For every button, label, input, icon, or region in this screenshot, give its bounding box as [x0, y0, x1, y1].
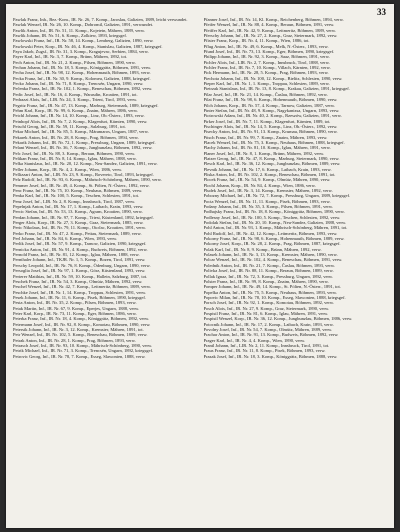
casualty-entry: Podlesny Josef, Inf., IR. Nr. 100, 5. Komp., Teschen, Schlesien, 1892, verw.: [203, 214, 341, 220]
casualty-entry: Popovic Milan, Inf., IR. Nr. 78, 10. Komp., Esseg, Slawonien, 1888, kriegsgef.: [203, 294, 346, 300]
casualty-entry: Polak Karl, Inf., IR. Nr. 8, 9. Komp., Brünn, Mähren, 1892, verw.: [203, 246, 322, 252]
casualty-entry: Pospisil Franz, Inf., IR. Nr. 81, 6. Komp., Iglau, Mähren, 1891, verw.: [203, 310, 329, 316]
casualty-entry: Petersik Johann, Inf., IR. Nr. 3, 12. Komp., Kremsier, Mähren, 1891, tot.: [13, 326, 144, 332]
casualty-entry: Peinhopf Alois, Inf., IR. Nr. 7, 2. Komp., Klagenfurt, Kärnten, 1890, verw.: [13, 118, 148, 124]
casualty-entry: Pecka Franz, Inf., IR. Nr. 30, 9. Komp., Kolomea, Galizien, 1888, kriegsgef.: [13, 75, 151, 81]
casualty-entry: Platzer Georg, Inf., IR. Nr. 47, 8. Komp., Marburg, Steiermark, 1890, verw.: [203, 155, 340, 161]
casualty-entry: Pohl Anton, Inf., IR. Nr. 93, 1. Komp., Mährisch-Schönberg, Mähren, 1891, tot.: [203, 225, 348, 231]
casualty-entry: Pospisil Wenzel, Korp., IR. Nr. 36, 12. Komp., Jungbunzlau, Böhmen, 1886, verw.: [203, 316, 353, 322]
column-left: [13, 17, 197, 523]
casualty-entry: Pehm Karl, Korp., IR. Nr. 99, 6. Komp., Znaim, Mähren, 1886, verw.: [13, 107, 138, 113]
casualty-entry: Pliska Anton, Inf., IR. Nr. 102, 2. Komp., Beneschau, Böhmen, 1891, tot.: [203, 171, 336, 177]
casualty-entry: Posch Alois, Inf., IR. Nr. 27, 9. Komp., Graz, Steiermark, 1890, verw.: [203, 305, 330, 311]
casualty-entry: Pelant Wenzel, Inf., IR. Nr. 36, 7. Komp., Jungbunzlau, Böhmen, 1892, verw.: [13, 145, 153, 151]
casualty-entry: Pfeifer Wenzel, Inf., IR. Nr. 88, 4. Komp., Beraun, Böhmen, 1891, verw.: [203, 22, 335, 28]
casualty-entry: Peschke Josef, Inf., IR. Nr. 1, 14. Komp., Troppau, Schlesien, 1891, verw.: [13, 289, 147, 295]
casualty-entry: Pegritz Franz, Inf., IR. Nr. 47, 13. Komp., Marburg, Steiermark, 1889, kriegsgef.: [13, 102, 159, 108]
casualty-entry: Perl Johann, Inf., IR. Nr. 84, 6. Komp., Wien, 1893, verw.: [13, 236, 118, 242]
casualty-entry: Prazak Josef, Inf., IR. Nr. 18, 3. Komp., Königgrätz, Böhmen, 1888, verw.: [203, 353, 338, 359]
casualty-entry: Pocta Wenzel, Inf., IR. Nr. 11, 11. Komp., Pisek, Böhmen, 1893, verw.: [203, 198, 331, 204]
casualty-entry: Pecko Johann, Inf., IR. Nr. 71, 8. Komp., Trencsén, Ungarn, 1890, verw.: [13, 81, 144, 87]
casualty-entry: Pobozny Michael, Inf., IR. Nr. 72, 7. Komp., Pressburg, Ungarn, 1889, kriegsgef.: [203, 193, 351, 199]
casualty-entry: Placek Wenzel, Inf., IR. Nr. 75, 3. Komp., Neuhaus, Böhmen, 1888, kriegsgef.: [203, 139, 345, 145]
casualty-entry: Peller Johann, Korp., IR. Nr. 4, 2. Komp., Wien, 1886, verw.: [13, 166, 123, 172]
casualty-entry: Pelikan Franz, Inf., IR. Nr. 8, 14. Komp., Iglau, Mähren, 1888, verw.: [13, 155, 137, 161]
casualty-entry: Pitsch Franz, Inf., IR. Nr. 99, 7. Komp., Znaim, Mähren, 1893, verw.: [203, 134, 328, 140]
casualty-entry: Pieper Karl, Inf., IR. Nr. 1, 1. Komp., Troppau, Schlesien, 1889, verw.: [203, 81, 330, 87]
casualty-entry: Petrik Michael, Inf., IR. Nr. 71, 3. Komp., Trencsén, Ungarn, 1892, kriegsgef.: [13, 348, 154, 354]
casualty-entry: Pichler Franz, Inf., IR. Nr. 7, 10. Komp., Villach, Kärnten, 1892, verw.: [203, 65, 331, 71]
casualty-entry: Perdan Johann, Inf., IR. Nr. 97, 7. Komp., Triest, Küstenland, 1892, kriegsgef.: [13, 214, 154, 220]
casualty-entry: Pfister Franz, Korp., IR. Nr. 4, 11. Komp., Wien, 1886, tot.: [203, 38, 310, 44]
casualty-entry: Petrovic Georg, Inf., IR. Nr. 78, 7. Komp., Esseg, Slawonien, 1888, verw.: [13, 353, 146, 359]
casualty-entry: Plocek Franz, Inf., IR. Nr. 54, 9. Komp., Olmütz, Mähren, 1890, verw.: [203, 177, 331, 183]
casualty-entry: Penka Karl, Inf., IR. Nr. 100, 5. Komp., Teschen, Schlesien, 1891, tot.: [13, 193, 139, 199]
casualty-entry: Pesek Johann, Inf., IR. Nr. 11, 6. Komp., Pisek, Böhmen, 1890, kriegsgef.: [13, 294, 146, 300]
casualty-entry: Pellizzari Anton, Inf., LIR. Nr. 23, 9. Komp., Rovereto, Tirol, 1893, kriegsgef.: [13, 171, 154, 177]
casualty-entry: Pelka Stanislaus, Inf., IR. Nr. 20, 12. Komp., Neu-Sandez, Galizien, 1891, verw.: [13, 161, 158, 167]
casualty-entry: Perterer Matthias, Inf., IR. Nr. 59, 10. Komp., Hallein, Salzburg, 1887, tot.: [13, 273, 148, 279]
casualty-entry: Pechan Johann, Inf., IR. Nr. 18, 5. Komp., Königgrätz, Böhmen, 1891, verw.: [13, 65, 152, 71]
casualty-entry: Pischinger Alois, Inf., IR. Nr. 14, 5. Komp., Linz, Ob.-Österr., 1892, verw.: [203, 123, 338, 129]
casualty-entry: Pernold Franz, Inf., IR. Nr. 81, 12. Komp., Iglau, Mähren, 1888, verw.: [13, 252, 140, 258]
casualty-entry: Pawlak Wenzel, IR. Nr. 26, 10. Komp., Dobromil, Galizien, 1891, verwundet.: [13, 22, 154, 28]
casualty-entry: Pernicka Anton, Inf., IR. Nr. 91, 4. Komp., Budweis, Böhmen, 1892, verw.: [13, 246, 148, 252]
casualty-entry: Pawlik Anton, Inf., IR. Nr. 51, 11. Komp., Kojetein, Mähren, 1889, verw.: [13, 27, 145, 33]
casualty-entry: Pirker Josef, Inf., IR. Nr. 7, 11. Komp., Klagenfurt, Kärnten, 1889, tot.: [203, 118, 331, 124]
casualty-entry: Peschel Wenzel, Inf., IR. Nr. 42, 7. Komp., Leitmeritz, Böhmen, 1889, verw.: [13, 284, 151, 290]
columns: [13, 17, 387, 523]
casualty-entry: Polivka Josef, Inf., IR. Nr. 88, 11. Komp., Beraun, Böhmen, 1889, verw.: [203, 268, 334, 274]
casualty-entry: Pepelnjak Anton, Inf., IR. Nr. 17, 1. Komp., Laibach, Krain, 1893, verw.: [13, 204, 144, 210]
casualty-entry: Podolak Stefan, Inf., IR. Nr. 20, 10. Komp., Neu-Sandez, Galizien, 1888, verw.: [203, 220, 347, 226]
casualty-entry: Povolny Josef, Inf., IR. Nr. 54, 7. Komp., Olmütz, Mähren, 1889, verw.: [203, 326, 333, 332]
casualty-entry: Peter Karl, Korp., IR. Nr. 73, 11. Komp., Eger, Böhmen, 1886, verw.: [13, 310, 137, 316]
casualty-entry: Pernthaler Johann, Inf., TKJR. Nr. 1, 5. Komp., Bozen, Tirol, 1891, verw.: [13, 257, 146, 263]
casualty-entry: Pelz Rudolf, Inf., IR. Nr. 93, 6. Komp., Mährisch-Schönberg, Mähren, 1890, verw.: [13, 177, 162, 183]
casualty-entry: Prager Karl, Inf., IR. Nr. 4, 4. Komp., Wien, 1890, verw.: [203, 337, 306, 343]
casualty-entry: Pisecky Anton, Inf., IR. Nr. 91, 13. Komp., Krumau, Böhmen, 1890, verw.: [203, 129, 338, 135]
casualty-entry: Pekar Michael, Inf., IR. Nr. 85, 5. Komp., Máramaros, Ungarn, 1887, verw.: [13, 129, 149, 135]
casualty-entry: Peterka Franz, Inf., IR. Nr. 18, 4. Komp., Königgrätz, Böhmen, 1892, verw.: [13, 316, 150, 322]
casualty-entry: Plachy Johann, Inf., IR. Nr. 81, 10. Komp., Iglau, Mähren, 1891, verw.: [203, 145, 331, 151]
casualty-entry: Pokorny Franz, Inf., IR. Nr. 98, 6. Komp., Hohenmauth, Böhmen, 1889, verw.: [203, 236, 345, 242]
casualty-entry: Praus Franz, Inf., IR. Nr. 11, 8. Komp., Pisek, Böhmen, 1893, verw.: [203, 348, 326, 354]
casualty-entry: Petermann Josef, Inf., IR. Nr. 92, 8. Komp., Komotau, Böhmen, 1890, verw.: [13, 321, 151, 327]
casualty-entry: Peichl Johann, Inf., IR. Nr. 14, 10. Komp., Linz, Ob.-Österr., 1893, verw.: [13, 113, 145, 119]
casualty-entry: Pawlak Franz, Inh., Bez.-Kom., IR. Nr. 26, 7. Komp., Jaroslau, Galizien, 1889, leicht verwundet.: [13, 17, 188, 22]
casualty-entry: Petrasch Josef, Inf., IR. Nr. 93, 10. Komp., Mährisch-Schönberg, 1890, verw.: [13, 342, 153, 348]
casualty-entry: Penc Franz, Inf., IR. Nr. 75, 10. Komp., Neuhaus, Böhmen, 1889, verw.: [13, 188, 143, 193]
casualty-entry: Perlik Josef, Inf., IR. Nr. 57, 9. Komp., Tarnow, Galizien, 1890, kriegsgef.: [13, 241, 147, 247]
casualty-entry: Peischl Georg, Inf., IR. Nr. 59, 11. Komp., Salzburg, 1891, tot.: [13, 123, 126, 129]
casualty-entry: Pinter Stefan, Inf., IR. Nr. 48, 9. Komp., Nagykanizsa, Ungarn, 1893, verw.: [203, 107, 340, 113]
casualty-entry: Porsch Josef, Inf., IR. Nr. 92, 1. Komp., Komotau, Böhmen, 1892, verw.: [203, 300, 334, 306]
casualty-entry: Percic Stefan, Inf., IR. Nr. 53, 13. Komp., Agram, Kroatien, 1890, verw.: [13, 209, 143, 215]
casualty-entry: Petrak Anton, Inf., IR. Nr. 28, 1. Komp., Prag, Böhmen, 1893, verw.: [13, 337, 136, 343]
casualty-entry: Prachar Anton, Inf., IR. Nr. 91, 13. Komp., Budweis, Böhmen, 1892, verw.: [203, 332, 339, 338]
casualty-entry: Perschy Leopold, Inf., IR. Nr. 76, 8. Komp., Ödenburg, Ungarn, 1890, verw.: [13, 262, 151, 268]
casualty-entry: Pawlowski Franz, Inf., IR. Nr. 58, 14. Komp., Lemberg, Galizien, 1890, verw.: [13, 38, 154, 44]
casualty-entry: Peric Nikolaus, Inf., IR. Nr. 79, 11. Komp., Otočac, Kroatien, 1891, verw.: [13, 225, 146, 231]
casualty-entry: Payer Karl, Inf., IR. Nr. 3, 7. Komp., Brünn, Mähren, 1892, tot.: [13, 54, 128, 60]
casualty-entry: Polcar Wenzel, Inf., IR. Nr. 102, 4. Komp., Beneschau, Böhmen, 1891, verw.: [203, 257, 343, 263]
casualty-entry: Penz Josef, Inf., LIR. Nr. 2, 8. Komp., Innsbruck, Tirol, 1887, verw.: [13, 198, 136, 204]
casualty-entry: Pilar Josef, Inf., IR. Nr. 21, 14. Komp., Časlau, Böhmen, 1892, verw.: [203, 91, 328, 97]
casualty-entry: Pokorny Josef, Korp., IR. Nr. 28, 2. Komp., Prag, Böhmen, 1887, kriegsgef.: [203, 241, 341, 247]
casualty-entry: Peschek Franz, Inf., IR. Nr. 54, 3. Komp., Olmütz, Mähren, 1892, verw.: [13, 278, 143, 284]
casualty-entry: Pollak Ignaz, Inf., IR. Nr. 72, 3. Komp., Pressburg, Ungarn, 1892, verw.: [203, 273, 334, 279]
casualty-entry: Polster Franz, Inf., IR. Nr. 99, 8. Komp., Znaim, Mähren, 1890, verw.: [203, 278, 329, 284]
casualty-entry: Piechota Johann, Inf., IR. Nr. 100, 12. Komp., Bielitz, Schlesien, 1890, verw.: [203, 75, 343, 81]
casualty-entry: Pemmer Josef, Inf., IR. Nr. 49, 4. Komp., St. Pölten, N.-Österr., 1892, verw.: [13, 182, 150, 188]
casualty-entry: Pedic Josef, Inf., IR. Nr. 16, 4. Komp., Warasdin, Kroatien, 1891, tot.: [13, 91, 138, 97]
casualty-entry: Pekarik Johann, Inf., IR. Nr. 72, 1. Komp., Pressburg, Ungarn, 1889, kriegsgef.: [13, 139, 156, 145]
casualty-entry: Pecha Josef, Inf., IR. Nr. 98, 12. Komp., Hohenmauth, Böhmen, 1893, verw.: [13, 70, 151, 76]
casualty-entry: Petak Martin, Inf., IR. Nr. 67, 9. Komp., Eperjes, Ungarn, 1888, verw.: [13, 305, 140, 311]
casualty-entry: Plesch Karl, Inf., IR. Nr. 36, 12. Komp., Jungbunzlau, Böhmen, 1889, verw.: [203, 161, 341, 167]
casualty-entry: Pech Anton, Inf., IR. Nr. 21, 2. Komp., Pilsen, Böhmen, 1890, verw.: [13, 59, 136, 65]
casualty-entry: Petr Wenzel, Inf., IR. Nr. 102, 5. Komp., Beneschau, Böhmen, 1889, verw.: [13, 332, 148, 338]
casualty-entry: Potocnik Johann, Inf., IR. Nr. 17, 2. Komp., Laibach, Krain, 1893, verw.: [203, 321, 334, 327]
casualty-entry: Pick Hermann, Inf., IR. Nr. 28, 5. Komp., Prag, Böhmen, 1893, verw.: [203, 70, 329, 76]
casualty-entry: Polednik Anton, Inf., IR. Nr. 21, 7. Komp., Časlau, Böhmen, 1893, verw.: [203, 262, 335, 268]
casualty-entry: Planer Josef, Inf., IR. Nr. 8, 1. Komp., Brünn, Mähren, 1892, verw.: [203, 150, 325, 156]
casualty-entry: Plevnik Johann, Inf., IR. Nr. 17, 6. Komp., Laibach, Krain, 1893, verw.: [203, 166, 332, 172]
column-right: [204, 17, 388, 523]
casualty-entry: Pesta Anton, Inf., IR. Nr. 35, 2. Komp., Pilsen, Böhmen, 1893, verw.: [13, 300, 137, 306]
casualty-entry: Pečenka Franz, Inf., IR. Nr. 102, 1. Komp., Beneschau, Böhmen, 1892, verw.: [13, 86, 153, 92]
casualty-entry: Pflug Anton, Inf., IR. Nr. 49, 6. Komp., Melk, N.-Österr., 1893, verw.: [203, 43, 329, 49]
casualty-entry: Pfund Josef, Inf., IR. Nr. 73, 13. Komp., Eger, Böhmen, 1890, kriegsgef.: [203, 49, 335, 55]
casualty-entry: Popelka Anton, Inf., IR. Nr. 75, 5. Komp., Neuhaus, Böhmen, 1893, verw.: [203, 289, 337, 295]
casualty-entry: Pohl Rudolf, Inf., IR. Nr. 42, 12. Komp., Leitmeritz, Böhmen, 1893, verw.: [203, 230, 338, 236]
casualty-entry: Pilat Franz, Inf., IR. Nr. 98, 6. Komp., Hohenmauth, Böhmen, 1890, verw.: [203, 97, 338, 103]
casualty-entry: Pferschy Johann, Inf., IR. Nr. 27, 2. Komp., Graz, Steiermark, 1892, verw.: [203, 33, 338, 39]
casualty-entry: Prantl Johann, Inf., LIR. Nr. 2, 11. Komp., Innsbruck, Tirol, 1891, tot.: [203, 342, 330, 348]
casualty-entry: Plochl Johann, Korp., IR. Nr. 84, 4. Komp., Wien, 1886, verw.: [203, 182, 316, 188]
casualty-entry: Podhajsky Franz, Inf., IR. Nr. 18, 8. Komp., Königgrätz, Böhmen, 1890, verw.: [203, 209, 345, 215]
casualty-entry: Pedrazzi Alois, Inf., LIR. Nr. 24, 3. Komp., Trient, Tirol, 1893, verw.: [13, 97, 138, 103]
casualty-entry: Podany Johann, Inf., IR. Nr. 35, 3. Komp., Pilsen, Böhmen, 1891, verw.: [203, 204, 333, 210]
casualty-entry: Pilch Johann, Korp., IR. Nr. 57, 4. Komp., Tarnow, Galizien, 1887, verw.: [203, 102, 335, 108]
casualty-entry: Paya Jakob, Zugsf., IR. Nr. 31, 3. Komp., Kragujevac, Serbien, 1884, verw.: [13, 49, 149, 55]
casualty-entry: Pfanner Josef, Inf., IR. Nr. 14, Kl. Komp., Reichenberg, Böhmen, 1894, verw.: [203, 17, 344, 22]
casualty-entry: Pawlik Johann, IR. Nr. 51, 6. Komp., Zolkiew, 1893, kriegsgef.: [13, 33, 128, 39]
casualty-entry: Pomper Johann, Inf., IR. Nr. 49, 14. Komp., St. Pölten, N.-Österr., 1891, tot.: [203, 284, 341, 290]
casualty-entry: Philipp Johann, Inf., IR. Nr. 92, 3. Komp., Saaz, Böhmen, 1891, verw.: [203, 54, 330, 60]
casualty-entry: Piotrowski Adam, Inf., IR. Nr. 40, 2. Komp., Rzeszów, Galizien, 1891, verw.: [203, 113, 342, 119]
casualty-entry: Pelc Josef, Inf., IR. Nr. 88, 3. Komp., Beraun, Böhmen, 1890, verw.: [13, 150, 136, 156]
casualty-entry: Polasek Johann, Inf., IR. Nr. 3, 13. Komp., Kremsier, Mähren, 1890, verw.: [203, 252, 338, 258]
casualty-entry: Pludek Josef, Inf., IR. Nr. 3, 14. Komp., Kremsier, Mähren, 1892, verw.: [203, 188, 333, 193]
document-page: [6, 4, 394, 528]
page-number: 33: [377, 7, 386, 17]
casualty-entry: Pekarek Anton, Inf., IR. Nr. 28, 8. Komp., Prag, Böhmen, 1894, verw.: [13, 134, 139, 140]
casualty-entry: Perger Alois, Korp., IR. Nr. 27, 3. Komp., Graz, Steiermark, 1885, verw.: [13, 220, 144, 226]
casualty-entry: Perko Franz, Inf., IR. Nr. 47, 2. Komp., Pettau, Steiermark, 1889, verw.: [13, 230, 142, 236]
casualty-entry: Pietrzak Stanislaus, Inf., IR. Nr. 13, 8. Komp., Krakau, Galizien, 1891, kriegsgef.: [203, 86, 350, 92]
casualty-entry: Pichler Alois, Inf., LIR. Nr. 2, 7. Komp., Innsbruck, Tirol, 1888, verw.: [203, 59, 330, 65]
casualty-entry: Pfeiffer Karl, Inf., IR. Nr. 42, 9. Komp., Leitmeritz, Böhmen, 1889, verw.: [203, 27, 336, 33]
casualty-entry: Persoglia Josef, Inf., IR. Nr. 97, 1. Komp., Görz, Küstenland, 1893, verw.: [13, 268, 146, 274]
casualty-entry: Pawlowski Peter, Korp., IR. Nr. 46, 4. Komp., Stanislau, Galizien, 1887, kriegsgef.: [13, 43, 163, 49]
